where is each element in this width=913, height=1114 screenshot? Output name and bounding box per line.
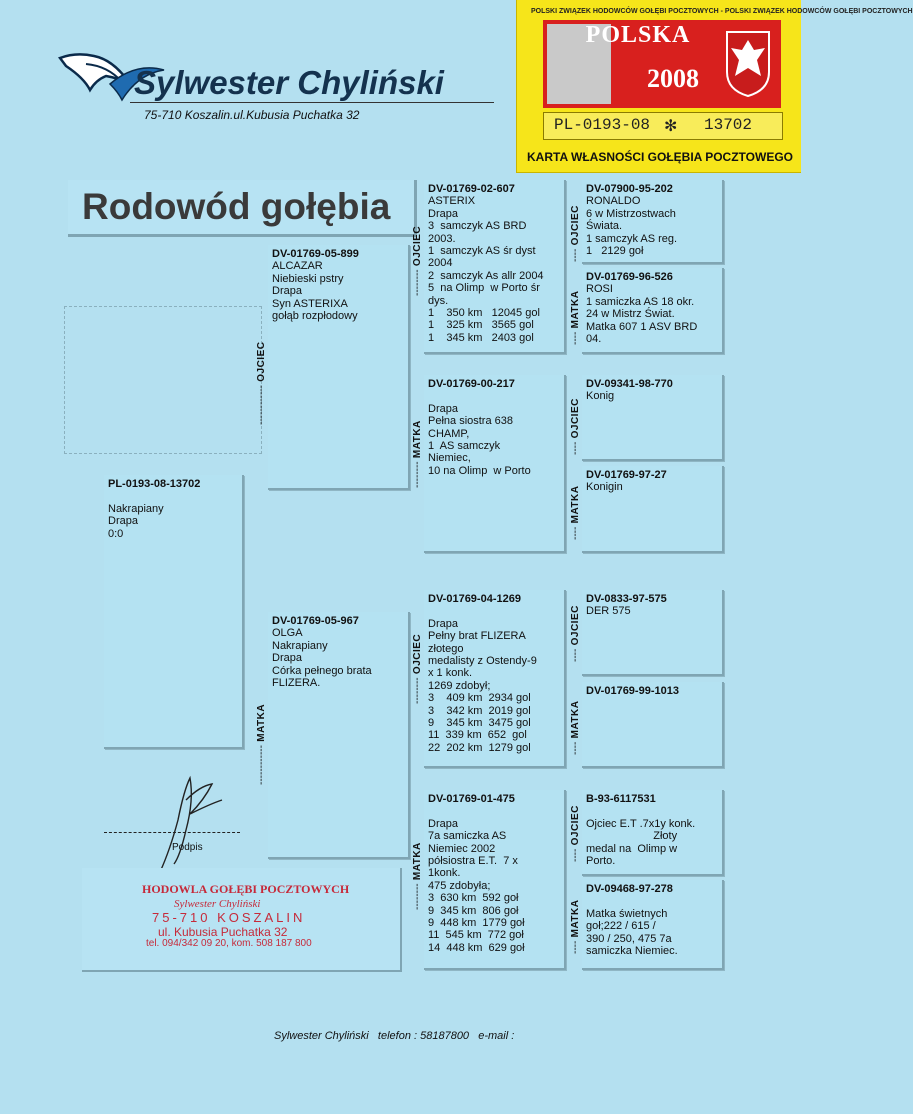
mmf-ring-id: B-93-6117531 (586, 793, 656, 805)
mmm-box (582, 880, 724, 970)
mother-details: OLGA Nakrapiany Drapa Córka pełnego brata FLIZERA. (272, 627, 372, 690)
signature-line (104, 832, 240, 833)
stamp-line-3: 75-710 KOSZALIN (152, 910, 306, 925)
stamp-box (82, 868, 402, 972)
card-serial: 13702 (704, 116, 753, 134)
ff-ring-id: DV-01769-02-607 (428, 183, 515, 195)
fmf-ring-id: DV-09341-98-770 (586, 378, 673, 390)
mm-label: -------- MATKA (412, 842, 423, 910)
mmm-details: Matka świetnych goł;222 / 615 / 390 / 250, 475 7a samiczka Niemiec. (586, 907, 678, 958)
mfm-ring-id: DV-01769-99-1013 (586, 685, 679, 697)
fm-label: -------- MATKA (412, 420, 423, 488)
mother-ring-id: DV-01769-05-967 (272, 615, 359, 627)
mmm-label: ---- MATKA (570, 899, 581, 954)
fmf-box (582, 375, 724, 461)
mf-box (424, 590, 566, 768)
subject-ring-id: PL-0193-08-13702 (108, 478, 201, 490)
card-caption: KARTA WŁASNOŚCI GOŁĘBIA POCZTOWEGO (527, 150, 793, 164)
ownership-card (516, 0, 913, 173)
stamp-line-4: ul. Kubusia Puchatka 32 (158, 925, 288, 939)
mm-box (424, 790, 566, 970)
mff-ring-id: DV-0833-97-575 (586, 593, 667, 605)
subject-box (104, 475, 244, 749)
mm-details: Drapa 7a samiczka AS Niemiec 2002 półsiostra E.T. 7 x 1konk. 475 zdobyła; 3 630 km 592 goł 9 345 km 806 goł 9 448 km 1779 goł 11 545 km 772 goł 14 448 km 629 goł (428, 817, 525, 954)
stamp-line-1: HODOWLA GOŁĘBI POCZTOWYCH (142, 882, 350, 896)
ff-label: -------- OJCIEC (412, 225, 423, 296)
mmf-box (582, 790, 724, 876)
eagle-emblem-icon (721, 28, 775, 98)
mf-label: -------- OJCIEC (412, 633, 423, 704)
card-ring-text: POLSKI ZWIĄZEK HODOWCÓW GOŁĘBI POCZTOWYCH - POLSKI ZWIĄZEK HODOWCÓW GOŁĘBI POCZTOWYCH (531, 8, 913, 15)
card-separator: ✻ (664, 118, 678, 135)
page-title: Rodowód gołębia (82, 186, 391, 227)
fff-label: ---- OJCIEC (570, 205, 581, 262)
fmf-details: Konig (586, 390, 615, 403)
card-year: 2008 (647, 64, 699, 93)
breeder-address: 75-710 Koszalin.ul.Kubusia Puchatka 32 (144, 108, 360, 122)
photo-placeholder (64, 306, 262, 454)
header (56, 44, 496, 128)
title-box (68, 180, 417, 237)
card-ring-number: PL-0193-08 (554, 116, 651, 134)
mother-label: ------------ MATKA (256, 703, 267, 785)
fmm-details: Konigin (586, 481, 623, 494)
mff-box (582, 590, 724, 676)
ffm-label: ---- MATKA (570, 290, 581, 345)
signature-area (100, 760, 250, 880)
fm-details: Drapa Pełna siostra 638 CHAMP, 1 AS samczyk Niemiec, 10 na Olimp w Porto (428, 402, 531, 477)
subject-details: Nakrapiany Drapa 0:0 (108, 502, 164, 540)
mmf-details: Ojciec E.T .7x1y konk. Złoty medal na Olimp w Porto. (586, 817, 696, 868)
fff-box (582, 180, 724, 264)
mf-ring-id: DV-01769-04-1269 (428, 593, 521, 605)
mmm-ring-id: DV-09468-97-278 (586, 883, 673, 895)
fmm-box (582, 466, 724, 553)
father-label: ------------ OJCIEC (256, 341, 267, 425)
mff-details: DER 575 (586, 605, 631, 618)
mother-box (268, 612, 410, 859)
mm-ring-id: DV-01769-01-475 (428, 793, 515, 805)
ffm-box (582, 268, 724, 354)
header-underline (130, 102, 494, 103)
fmm-ring-id: DV-01769-97-27 (586, 469, 667, 481)
ff-details: ASTERIX Drapa 3 samczyk AS BRD 2003. 1 samczyk AS śr dyst 2004 2 samczyk As allr 2004 5 na Olimp w Porto śr dys. 1 350 km 12045 gol 1 325 km 3565 gol 1 345 km 2403 gol (428, 195, 544, 344)
fm-ring-id: DV-01769-00-217 (428, 378, 515, 390)
mf-details: Drapa Pełny brat FLIZERA złotego medalisty z Ostendy-9 x 1 konk. 1269 zdobył; 3 409 km 2934 gol 3 342 km 2019 gol 9 345 km 3475 gol 11 339 km 652 gol 22 202 km 1279 gol (428, 617, 537, 754)
ff-box (424, 180, 566, 354)
fff-details: RONALDO 6 w Mistrzostwach Świata. 1 samczyk AS reg. 1 2129 goł (586, 195, 678, 258)
card-number-strip (543, 112, 783, 140)
stamp-line-2: Sylwester Chyliński (174, 898, 261, 910)
fmf-label: ---- OJCIEC (570, 398, 581, 455)
card-country: POLSKA (585, 22, 691, 48)
ffm-ring-id: DV-01769-96-526 (586, 271, 673, 283)
signature-label: Podpis (172, 842, 203, 853)
fmm-label: ---- MATKA (570, 485, 581, 540)
father-details: ALCAZAR Niebieski pstry Drapa Syn ASTERIXA gołąb rozpłodowy (272, 260, 358, 323)
breeder-name: Sylwester Chyliński (134, 64, 444, 101)
card-red-panel (543, 20, 781, 108)
footer-contact: Sylwester Chyliński telefon : 58187800 e-mail : (274, 1030, 515, 1042)
ffm-details: ROSI 1 samiczka AS 18 okr. 24 w Mistrz Świat. Matka 607 1 ASV BRD 04. (586, 283, 698, 346)
signature-scribble-icon (100, 760, 250, 880)
stamp-line-5: tel. 094/342 09 20, kom. 508 187 800 (146, 938, 312, 949)
mmf-label: ---- OJCIEC (570, 805, 581, 862)
fm-box (424, 375, 566, 553)
father-ring-id: DV-01769-05-899 (272, 248, 359, 260)
mfm-label: ---- MATKA (570, 700, 581, 755)
card-inner (527, 8, 913, 144)
mff-label: ---- OJCIEC (570, 605, 581, 662)
father-box (268, 245, 410, 490)
fff-ring-id: DV-07900-95-202 (586, 183, 673, 195)
mfm-box (582, 682, 724, 768)
